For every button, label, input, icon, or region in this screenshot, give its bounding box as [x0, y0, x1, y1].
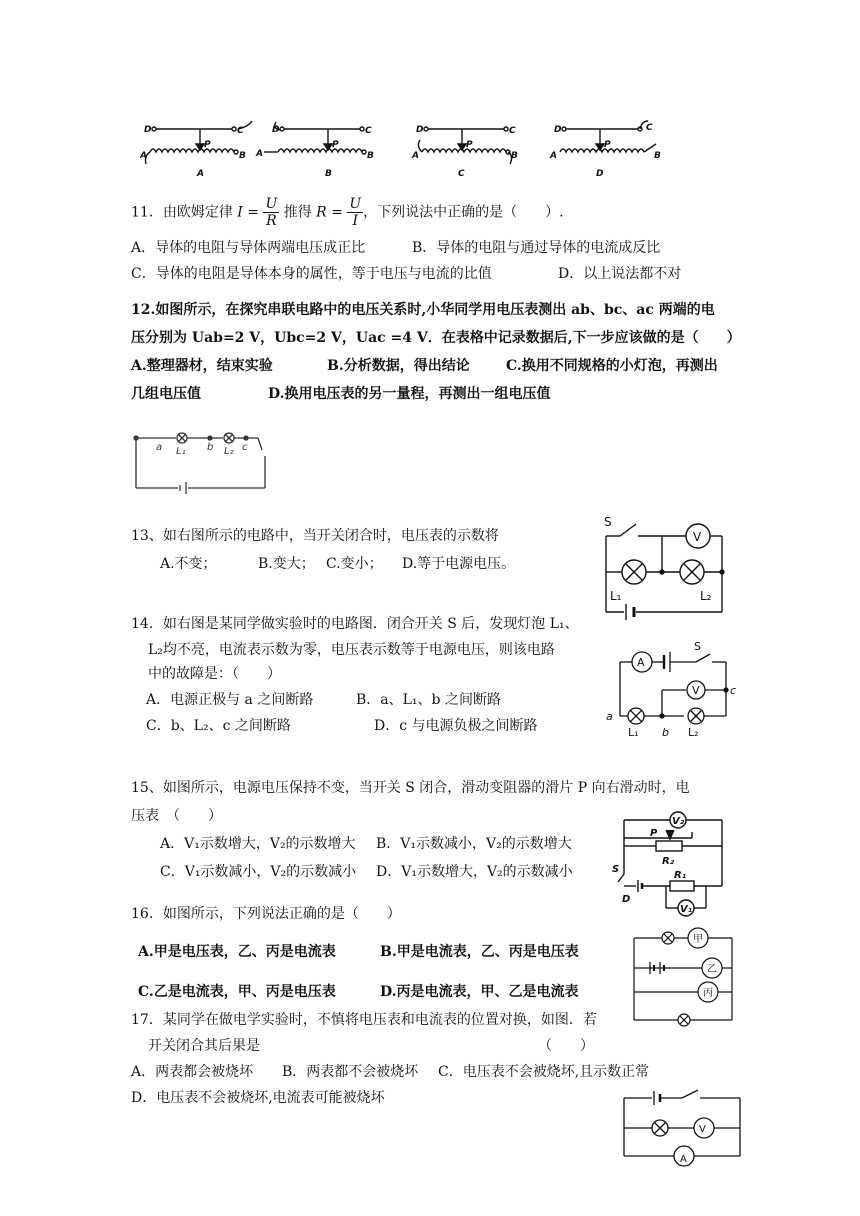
svg-text:D: D — [272, 125, 280, 135]
q13-option-a: A.不变； — [160, 556, 217, 572]
q14-circuit-figure — [600, 640, 745, 740]
q17-option-d: D．电压表不会被烧坏,电流表可能被烧坏 — [131, 1090, 385, 1106]
q17-label-v: V — [699, 1124, 706, 1135]
q12-option-d: D.换用电压表的另一量程，再测出一组电压值 — [268, 386, 551, 402]
q11-option-d: D．以上说法都不对 — [558, 266, 682, 282]
q11-option-b: B．导体的电阻与通过导体的电流成反比 — [412, 240, 661, 256]
svg-text:A: A — [256, 149, 263, 159]
q16-label-yi: 乙 — [707, 964, 717, 975]
q14-label-s: S — [694, 640, 701, 653]
rheostat-d — [549, 121, 661, 179]
q13-label-s: S — [604, 515, 612, 529]
q15-line-2: 压表 （ ） — [131, 808, 222, 824]
q13-stem: 13、如右图所示的电路中，当开关闭合时，电压表的示数将 — [131, 528, 499, 544]
svg-text:C: C — [509, 126, 516, 136]
q15-label-v2: V₂ — [672, 816, 685, 827]
svg-text:P: P — [604, 140, 611, 150]
q16-label-bing: 丙 — [703, 988, 713, 999]
svg-text:A: A — [550, 151, 557, 161]
q12-label-b: b — [207, 442, 214, 453]
q14-option-c: C．b、L₂、c 之间断路 — [146, 718, 291, 734]
svg-text:B: B — [239, 151, 246, 161]
q14-label-b: b — [662, 726, 669, 739]
q15-line-1: 15、如图所示，电源电压保持不变，当开关 S 闭合，滑动变阻器的滑片 P 向右滑动时，电 — [131, 780, 690, 796]
rheostat-label-a: A — [197, 169, 204, 179]
q13-label-l2: L₂ — [700, 589, 712, 603]
q13-option-b: B.变大； — [258, 556, 315, 572]
q14-label-l2: L₂ — [688, 726, 699, 739]
q12-label-l2: L₂ — [224, 446, 234, 457]
q12-circuit-figure — [128, 428, 288, 500]
q15-label-d: D — [622, 894, 631, 905]
svg-text:B: B — [511, 151, 518, 161]
rheostat-label-b: B — [325, 169, 332, 179]
q14-line-1: 14．如右图是某同学做实验时的电路图．闭合开关 S 后，发现灯泡 L₁、 — [131, 616, 579, 632]
q12-line-2: 压分别为 Uab=2 V，Ubc=2 V，Uac =4 V．在表格中记录数据后,下一步应该做的是（ ） — [131, 330, 741, 346]
q14-option-d: D．c 与电源负极之间断路 — [374, 718, 538, 734]
q11-option-a: A．导体的电阻与导体两端电压成正比 — [131, 240, 366, 256]
q12-label-l1: L₁ — [176, 446, 186, 457]
svg-text:A: A — [412, 151, 419, 161]
q17-line-1: 17．某同学在做电学实验时，不慎将电压表和电流表的位置对换，如图．若 — [131, 1012, 597, 1028]
q17-option-b: B．两表都不会被烧坏 — [282, 1064, 419, 1080]
svg-text:C: C — [646, 123, 653, 133]
q13-label-l1: L₁ — [610, 589, 622, 603]
q17-option-a: A．两表都会被烧坏 — [131, 1064, 254, 1080]
q17-label-a: A — [680, 1154, 687, 1165]
svg-text:A: A — [140, 151, 147, 161]
q13-option-d: D.等于电源电压。 — [402, 556, 516, 572]
q16-stem: 16．如图所示，下列说法正确的是（ ） — [131, 906, 401, 922]
q11-option-c: C．导体的电阻是导体本身的属性，等于电压与电流的比值 — [131, 266, 492, 282]
svg-text:C: C — [365, 126, 372, 136]
q15-option-a: A．V₁示数增大，V₂的示数增大 — [160, 836, 356, 852]
q11-stem: 11．由欧姆定律 I = $\frac{U}{R}$ 推得 R = $\frac{U}{I}$ ，下列说法中正确的是（ ）. — [131, 196, 564, 229]
q15-label-v1: V₁ — [680, 904, 693, 915]
svg-text:C: C — [237, 126, 244, 136]
q14-label-c: c — [730, 684, 737, 697]
q14-label-v: V — [692, 684, 700, 697]
q12-option-b: B.分析数据，得出结论 — [327, 358, 470, 374]
q14-label-a-meter: A — [637, 656, 645, 669]
q15-label-s: S — [612, 864, 620, 875]
q13-option-c: C.变小； — [326, 556, 383, 572]
q16-circuit-figure — [628, 924, 740, 1032]
q17-line-2: 开关闭合其后果是 — [148, 1038, 260, 1054]
q12-line-1: 12.如图所示，在探究串联电路中的电压关系时,小华同学用电压表测出 ab、bc、ac 两端的电 — [131, 302, 715, 318]
rheostat-c — [411, 125, 518, 179]
q13-circuit-figure — [600, 512, 735, 622]
rheostat-label-c: C — [458, 169, 465, 179]
q17-option-c: C．电压表不会被烧坏,且示数正常 — [438, 1064, 650, 1080]
q15-label-p: P — [650, 828, 658, 839]
q16-option-d: D.丙是电流表，甲、乙是电流表 — [380, 984, 579, 1000]
q15-label-r2: R₂ — [662, 856, 675, 867]
q14-line-2: L₂均不亮，电流表示数为零，电压表示数等于电源电压，则该电路 — [148, 642, 555, 658]
svg-text:B: B — [367, 151, 374, 161]
q14-option-a: A．电源正极与 a 之间断路 — [146, 692, 314, 708]
q16-option-c: C.乙是电流表，甲、丙是电压表 — [138, 984, 336, 1000]
q15-option-c: C．V₁示数减小，V₂的示数减小 — [160, 864, 357, 880]
rheostat-b — [255, 122, 374, 179]
q12-option-c-cont: 几组电压值 — [131, 386, 201, 402]
q16-label-jia: 甲 — [693, 934, 703, 945]
svg-text:D: D — [416, 125, 424, 135]
rheostat-label-d: D — [596, 169, 604, 179]
svg-text:P: P — [466, 140, 473, 150]
q12-option-a: A.整理器材，结束实验 — [131, 358, 273, 374]
q14-option-b: B．a、L₁、b 之间断路 — [356, 692, 501, 708]
q15-option-d: D．V₁示数增大，V₂的示数减小 — [376, 864, 573, 880]
q15-option-b: B．V₁示数减小，V₂的示数增大 — [376, 836, 572, 852]
q12-label-c: c — [242, 442, 248, 453]
q17-paren: （ ） — [538, 1038, 594, 1054]
q13-label-v: V — [693, 530, 702, 544]
q14-line-3: 中的故障是：（ ） — [148, 666, 281, 682]
q16-option-a: A.甲是电压表，乙、丙是电流表 — [138, 944, 336, 960]
q15-circuit-figure — [610, 806, 730, 918]
svg-text:B: B — [654, 151, 661, 161]
svg-text:D: D — [554, 125, 562, 135]
q12-label-a: a — [156, 442, 163, 453]
q14-label-l1: L₁ — [628, 726, 639, 739]
q12-option-c: C.换用不同规格的小灯泡，再测出 — [506, 358, 718, 374]
q17-circuit-figure — [618, 1084, 746, 1168]
rheostat-a — [140, 121, 252, 179]
q15-label-r1: R₁ — [674, 870, 687, 881]
q16-option-b: B.甲是电流表，乙、丙是电压表 — [380, 944, 579, 960]
svg-text:P: P — [204, 140, 211, 150]
svg-text:D: D — [144, 125, 152, 135]
q14-label-a: a — [606, 710, 613, 723]
rheostat-figures — [140, 118, 670, 180]
svg-text:P: P — [332, 140, 339, 150]
